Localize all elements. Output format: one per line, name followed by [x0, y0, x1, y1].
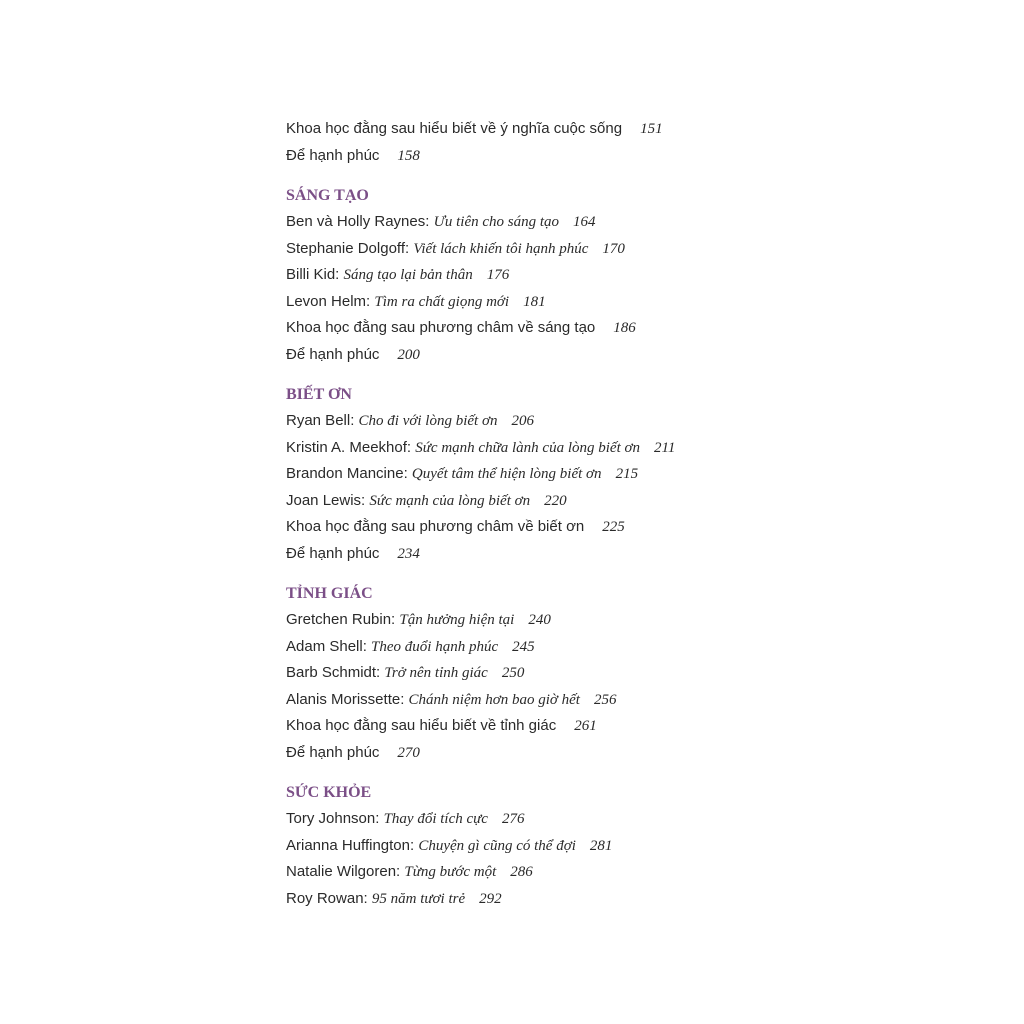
entry-title: Tìm ra chất giọng mới — [374, 293, 510, 310]
toc-section — [286, 183, 846, 368]
toc-section — [286, 116, 846, 169]
entry-page-number: 220 — [544, 492, 567, 509]
entry-page-number: 170 — [602, 240, 625, 257]
toc-entry — [286, 607, 846, 634]
entry-page-number: 240 — [528, 612, 551, 628]
toc-entry — [286, 660, 846, 687]
entry-title: Sức mạnh của lòng biết ơn — [369, 492, 531, 509]
entry-page-number: 164 — [573, 214, 596, 230]
entry-author: Brandon Mancine: — [286, 465, 408, 482]
entry-page-number: 176 — [486, 267, 510, 283]
toc-entry — [286, 713, 846, 740]
entry-author: Arianna Huffington: — [286, 836, 415, 854]
section-heading: SÁNG TẠO — [286, 187, 369, 204]
entry-title: Theo đuổi hạnh phúc — [371, 638, 499, 655]
toc-entry — [286, 435, 846, 462]
section-heading: TỈNH GIÁC — [286, 585, 373, 602]
entry-page-number: 186 — [613, 320, 636, 336]
entry-author: Alanis Morissette: — [286, 690, 405, 708]
toc-entry — [286, 634, 846, 661]
toc-entry — [286, 116, 846, 143]
entry-title: Khoa học đằng sau phương châm về biết ơn — [286, 518, 585, 535]
entry-title: Ưu tiên cho sáng tạo — [433, 214, 560, 230]
entry-title: Từng bước một — [404, 864, 497, 880]
entry-title: Để hạnh phúc — [286, 345, 380, 363]
section-heading: BIẾT ƠN — [286, 386, 352, 403]
entry-page-number: 286 — [510, 864, 533, 880]
toc-entry — [286, 859, 846, 886]
entry-author: Ben và Holly Raynes: — [286, 213, 430, 230]
entry-author: Adam Shell: — [286, 637, 367, 655]
entry-author: Roy Rowan: — [286, 889, 368, 907]
toc-entry — [286, 236, 846, 263]
entry-page-number: 292 — [479, 890, 502, 907]
entry-title: Cho đi với lòng biết ơn — [358, 413, 498, 429]
toc-entry — [286, 209, 846, 236]
entry-author: Natalie Wilgoren: — [286, 863, 401, 880]
toc-section — [286, 780, 846, 912]
entry-title: Sức mạnh chữa lành của lòng biết ơn — [415, 439, 640, 456]
entry-page-number: 225 — [602, 519, 625, 535]
entry-page-number: 256 — [593, 691, 617, 708]
toc-entry — [286, 886, 846, 913]
entry-author: Barb Schmidt: — [286, 664, 381, 681]
toc-entry — [286, 342, 846, 369]
toc-entry — [286, 514, 846, 541]
toc-entry — [286, 687, 846, 714]
entry-author: Ryan Bell: — [286, 412, 355, 429]
entry-page-number: 206 — [511, 413, 534, 429]
table-of-contents — [286, 116, 846, 912]
toc-entry — [286, 315, 846, 342]
toc-section — [286, 581, 846, 766]
entry-author: Stephanie Dolgoff: — [286, 239, 410, 257]
entry-page-number: 158 — [397, 147, 420, 164]
toc-entry — [286, 143, 846, 170]
entry-title: Khoa học đằng sau hiểu biết về ý nghĩa cuộc sống — [286, 120, 623, 137]
toc-section — [286, 382, 846, 567]
entry-author: Gretchen Rubin: — [286, 611, 396, 628]
entry-title: Để hạnh phúc — [286, 544, 380, 562]
entry-page-number: 276 — [501, 811, 525, 827]
entry-title: Tận hưởng hiện tại — [399, 612, 515, 628]
toc-entry — [286, 408, 846, 435]
toc-entry — [286, 262, 846, 289]
entry-author: Joan Lewis: — [286, 491, 366, 509]
entry-page-number: 200 — [397, 346, 420, 363]
entry-title: Để hạnh phúc — [286, 146, 380, 164]
entry-page-number: 234 — [397, 545, 420, 562]
entry-page-number: 211 — [654, 439, 676, 456]
entry-page-number: 281 — [589, 837, 613, 854]
toc-entry — [286, 289, 846, 316]
entry-author: Tory Johnson: — [286, 810, 380, 827]
toc-entry — [286, 740, 846, 767]
entry-title: Chánh niệm hơn bao giờ hết — [408, 691, 580, 708]
entry-title: 95 năm tươi trẻ — [371, 890, 466, 907]
entry-title: Khoa học đằng sau hiểu biết về tỉnh giác — [286, 717, 557, 734]
entry-title: Trở nên tỉnh giác — [384, 665, 488, 681]
entry-title: Để hạnh phúc — [286, 743, 380, 761]
entry-page-number: 181 — [523, 293, 546, 310]
entry-title: Khoa học đằng sau phương châm về sáng tạo — [286, 319, 596, 336]
entry-title: Chuyện gì cũng có thể đợi — [418, 837, 576, 854]
entry-title: Quyết tâm thể hiện lòng biết ơn — [411, 466, 602, 482]
toc-entry — [286, 806, 846, 833]
entry-page-number: 245 — [512, 638, 535, 655]
toc-entry — [286, 461, 846, 488]
entry-title: Viết lách khiến tôi hạnh phúc — [413, 240, 589, 257]
entry-page-number: 270 — [397, 744, 420, 761]
section-heading: SỨC KHỎE — [286, 784, 372, 801]
entry-author: Levon Helm: — [286, 292, 371, 310]
entry-page-number: 250 — [501, 665, 525, 681]
toc-entry — [286, 541, 846, 568]
entry-page-number: 151 — [640, 121, 663, 137]
toc-entry — [286, 833, 846, 860]
entry-author: Kristin A. Meekhof: — [286, 438, 412, 456]
toc-entry — [286, 488, 846, 515]
entry-author: Billi Kid: — [286, 266, 340, 283]
entry-page-number: 261 — [574, 718, 597, 734]
entry-title: Sáng tạo lại bản thân — [343, 267, 473, 283]
entry-title: Thay đổi tích cực — [383, 811, 488, 827]
entry-page-number: 215 — [615, 466, 639, 482]
